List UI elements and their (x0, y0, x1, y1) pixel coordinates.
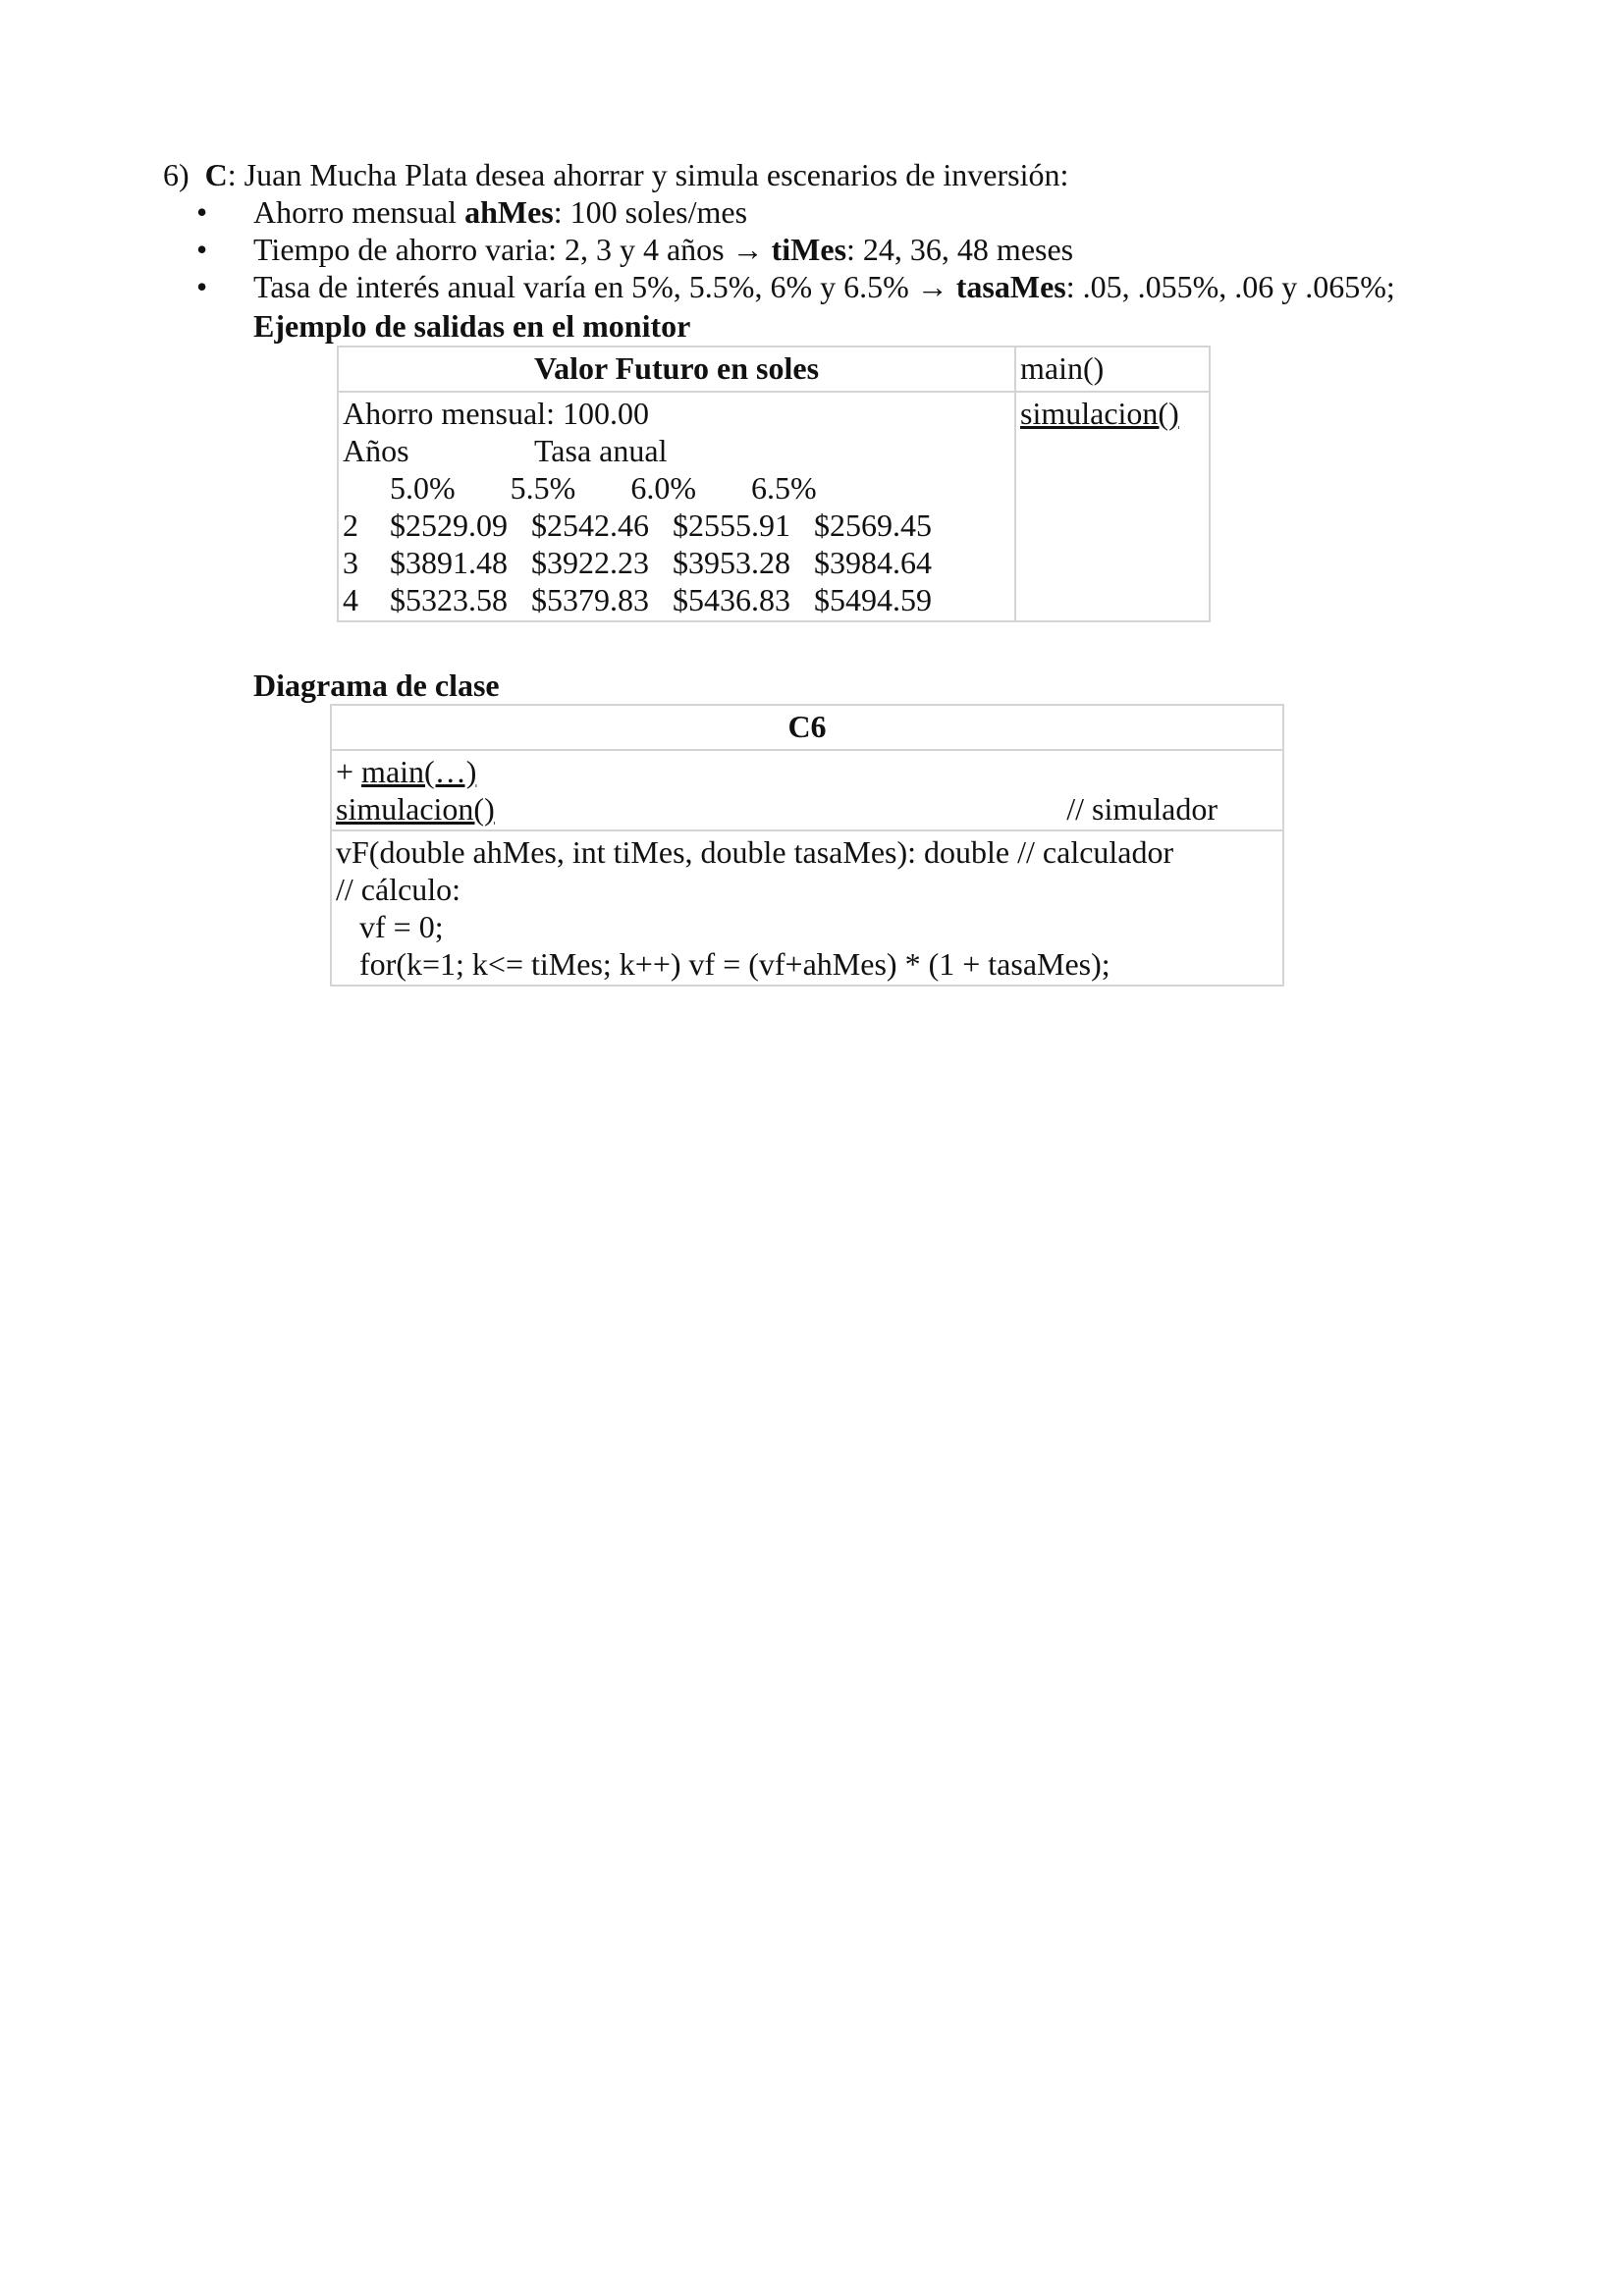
bullet-icon: • (196, 232, 208, 267)
var-name: tasaMes (955, 269, 1066, 304)
code-line: vF(double ahMes, int tiMes, double tasaMes): double // calculador (336, 834, 1174, 870)
simulator-comment: // simulador (1066, 791, 1218, 827)
list-item: • Ahorro mensual ahMes: 100 soles/mes (196, 194, 748, 230)
console-output (338, 392, 1015, 621)
simulacion-call: simulacion() (1020, 396, 1179, 431)
bullet-icon: • (196, 269, 208, 304)
console-line: Años Tasa anual (343, 433, 668, 468)
code-line: for(k=1; k<= tiMes; k++) vf = (vf+ahMes) * (1 + tasaMes); (336, 946, 1110, 982)
requirements-list (196, 193, 1395, 305)
output-example-heading: Ejemplo de salidas en el monitor (253, 308, 691, 344)
bullet-icon: • (196, 194, 208, 230)
problem-number: 6) (163, 157, 189, 192)
problem-text: : Juan Mucha Plata desea ahorrar y simula escenarios de inversión: (227, 157, 1069, 192)
code-line: // cálculo: (336, 872, 461, 907)
output-example-table (337, 346, 1211, 622)
simulacion-method: simulacion() // simulador (336, 791, 1218, 827)
console-line: 4 $5323.58 $5379.83 $5436.83 $5494.59 (343, 582, 932, 617)
class-name: C6 (331, 705, 1283, 750)
console-line: 2 $2529.09 $2542.46 $2555.91 $2569.45 (343, 507, 932, 543)
class-methods-public (331, 750, 1283, 830)
main-method-cell: main() (1015, 347, 1210, 392)
console-line: 5.0% 5.5% 6.0% 6.5% (343, 470, 817, 506)
class-diagram-heading: Diagrama de clase (253, 667, 500, 703)
list-item: • Tiempo de ahorro varia: 2, 3 y 4 años → tiMes: 24, 36, 48 meses (196, 232, 1074, 267)
code-line: vf = 0; (336, 909, 444, 944)
main-method: + main(…) (336, 754, 477, 789)
list-item: • Tasa de interés anual varía en 5%, 5.5%, 6% y 6.5% → tasaMes: .05, .055%, .06 y .065%; (196, 269, 1395, 304)
class-methods-calculator (331, 830, 1283, 986)
console-line: Ahorro mensual: 100.00 (343, 396, 649, 431)
var-name: ahMes (464, 194, 554, 230)
problem-label: C (204, 157, 228, 192)
var-name: tiMes (771, 232, 847, 267)
output-table-title: Valor Futuro en soles (338, 347, 1015, 392)
console-line: 3 $3891.48 $3922.23 $3953.28 $3984.64 (343, 545, 932, 580)
problem-statement (163, 156, 1068, 193)
simulacion-call-cell (1015, 392, 1210, 621)
class-diagram (330, 704, 1284, 987)
